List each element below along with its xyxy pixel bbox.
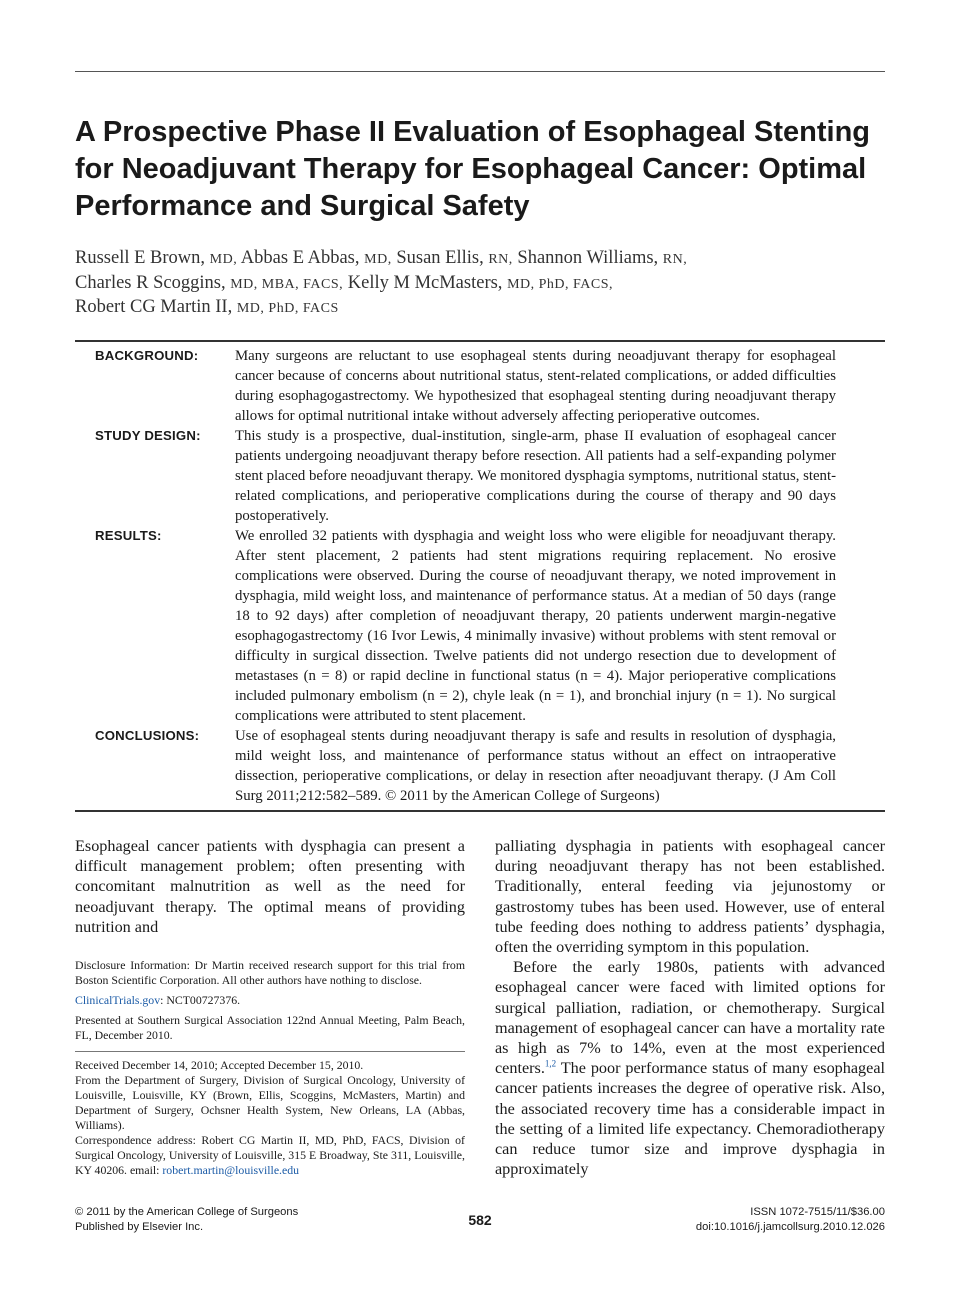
- author-name: Abbas E Abbas,: [237, 248, 365, 268]
- trial-id: : NCT00727376.: [160, 993, 241, 1007]
- abstract-label: RESULTS:: [95, 528, 162, 543]
- top-rule: [75, 71, 885, 72]
- abstract-text: Use of esophageal stents during neoadjuvant therapy is safe and results in resolution of dysphagia, mild weight loss, and maintenance of performance status without an effect on intraoperative dissection, perioperative complications, or delay in resection after neoadjuvant therapy. (J Am Coll Surg 2011;212:582–589. © 2011 by the American College of Surgeons): [235, 728, 836, 804]
- page-number: 582: [468, 1212, 492, 1228]
- presented-note: Presented at Southern Surgical Association 122nd Annual Meeting, Palm Beach, FL, December 2010.: [75, 1013, 465, 1042]
- clinicaltrials-link[interactable]: ClinicalTrials.gov: [75, 993, 161, 1007]
- footer-doi: doi:10.1016/j.jamcollsurg.2010.12.026: [695, 1221, 885, 1233]
- abstract-text: Many surgeons are reluctant to use esophageal stents during neoadjuvant therapy for esophageal cancer because of concerns about nutritional status, stent-related complications, or added difficulties during esophagogastrectomy. We hypothesized that esophageal stenting during neoadjuvant therapy allows for optimal nutritional intake without adversely affecting perioperative outcomes.: [235, 348, 836, 424]
- footer-copyright: © 2011 by the American College of Surgeons: [75, 1206, 299, 1218]
- author-line-1: [75, 247, 885, 272]
- abstract: [75, 346, 885, 806]
- affiliation-note: From the Department of Surgery, Division of Surgical Oncology, University of Louisville, Louisville, KY (Brown, Ellis, Scoggins, McMasters, Martin) and Department of Surgery, Ochsner Health System, New Orleans, LA (Abbas, Williams).: [75, 1073, 465, 1132]
- correspondence-text: Correspondence address: Robert CG Martin II, MD, PhD, FACS, Division of Surgical Oncology, University of Louisville, 315 E Broadway, Ste 311, Louisville, KY 40206. email:: [75, 1133, 465, 1177]
- body-paragraph: Esophageal cancer patients with dysphagia can present a difficult management problem; often presenting with concomitant malnutrition as well as the need for neoadjuvant therapy. The optimal means of providing nutrition and: [75, 837, 465, 936]
- body-paragraph: palliating dysphagia in patients with esophageal cancer during neoadjuvant therapy has not been established. Traditionally, enteral feeding via jejunostomy or gastrostomy tubes has been used. However, use of enteral tube feeding does nothing to address patients’ dysphagia, often the overriding symptom in this population.: [495, 837, 885, 957]
- footer-publisher: Published by Elsevier Inc.: [75, 1221, 204, 1233]
- abstract-label: STUDY DESIGN:: [95, 428, 201, 443]
- body-column-left: [75, 836, 465, 937]
- reference-link[interactable]: 1,2: [544, 1058, 557, 1069]
- received-note: Received December 14, 2010; Accepted December 15, 2010.: [75, 1058, 364, 1072]
- email-link[interactable]: robert.martin@louisville.edu: [162, 1163, 300, 1177]
- author-credentials: RN,: [488, 252, 513, 267]
- author-credentials: MD,: [209, 252, 238, 267]
- footnotes: [75, 958, 465, 1178]
- author-credentials: MD, MBA, FACS,: [230, 276, 344, 292]
- author-name: Robert CG Martin II,: [75, 297, 237, 317]
- author-name: Russell E Brown,: [75, 248, 210, 268]
- abstract-study-design: [75, 426, 885, 526]
- author-name: Shannon Williams,: [512, 248, 663, 268]
- footer-right: [585, 1205, 885, 1235]
- abstract-text: This study is a prospective, dual-institution, single-arm, phase II evaluation of esophageal cancer patients undergoing neoadjuvant therapy before resection. All patients had a self-expanding polymer stent placed before neoadjuvant therapy. We monitored dysphagia symptoms, nutritional status, stent-related complications, and perioperative complications during the course of therapy and 90 days postoperatively.: [235, 428, 836, 524]
- body-paragraph: [495, 957, 885, 1179]
- body-column-right: [495, 836, 885, 1179]
- body-text: The poor performance status of many esophageal cancer patients increases the degree of operative risk. Also, the associated recovery time has a considerable impact in the setting of a limited life expectancy. Chemoradiotherapy can reduce tumor size and improve dysphagia in approximately: [495, 1059, 885, 1179]
- abstract-label: BACKGROUND:: [95, 348, 199, 363]
- abstract-label: CONCLUSIONS:: [95, 728, 200, 743]
- author-list: [75, 247, 885, 321]
- author-line-3: [75, 296, 885, 321]
- author-credentials: MD, PhD, FACS,: [507, 276, 613, 292]
- author-credentials: MD, PhD, FACS: [236, 301, 339, 316]
- footer-left: [75, 1205, 375, 1235]
- author-line-2: [75, 272, 885, 297]
- disclosure-note: Disclosure Information: Dr Martin received research support for this trial from Boston Scientific Corporation. All other authors have nothing to disclose.: [75, 958, 465, 987]
- abstract-bottom-rule: [75, 810, 885, 812]
- footer-issn: ISSN 1072-7515/11/$36.00: [750, 1206, 885, 1218]
- footnote-rule: [75, 1051, 465, 1052]
- trial-registration: [75, 993, 465, 1008]
- author-name: Charles R Scoggins,: [75, 272, 231, 293]
- abstract-conclusions: [75, 726, 885, 806]
- abstract-top-rule: [75, 340, 885, 342]
- correspondence-note: [75, 1133, 465, 1178]
- abstract-text: We enrolled 32 patients with dysphagia and weight loss who were eligible for neoadjuvant therapy. After stent placement, 2 patients had stent migrations requiring replacement. No erosive complications were observed. During the course of neoadjuvant therapy, we noted improvement in dysphagia, mild weight loss, and maintenance of performance status. At a median of 50 days (range 18 to 92 days) after completion of neoadjuvant therapy, 20 patients underwent margin-negative esophagogastrectomy (16 Ivor Lewis, 4 minimally invasive) without problems with stent removal or difficulty in surgical dissection. Twelve patients did not undergo resection due to development of metastases (n = 8) or rapid decline in functional status (n = 4). Major perioperative complications included pulmonary embolism (n = 2), chyle leak (n = 1), and bronchial injury (n = 1). No surgical complications were attributed to stent placement.: [235, 528, 836, 724]
- body-text: Before the early 1980s, patients with advanced esophageal cancer were faced with limited options for surgical palliation, radiation, or chemotherapy. Surgical management of esophageal cancer can have a mortality rate as high as 7% to 14%, even at the most experienced centers.: [495, 958, 885, 1078]
- author-credentials: MD,: [364, 252, 392, 267]
- author-name: Kelly M McMasters,: [343, 272, 508, 293]
- author-credentials: RN,: [662, 252, 688, 267]
- abstract-background: [75, 346, 885, 426]
- article-title: A Prospective Phase II Evaluation of Esophageal Stenting for Neoadjuvant Therapy for Esophageal Cancer: Optimal Performance and Surgical Safety: [75, 116, 871, 222]
- abstract-results: [75, 526, 885, 726]
- author-name: Susan Ellis,: [391, 248, 489, 268]
